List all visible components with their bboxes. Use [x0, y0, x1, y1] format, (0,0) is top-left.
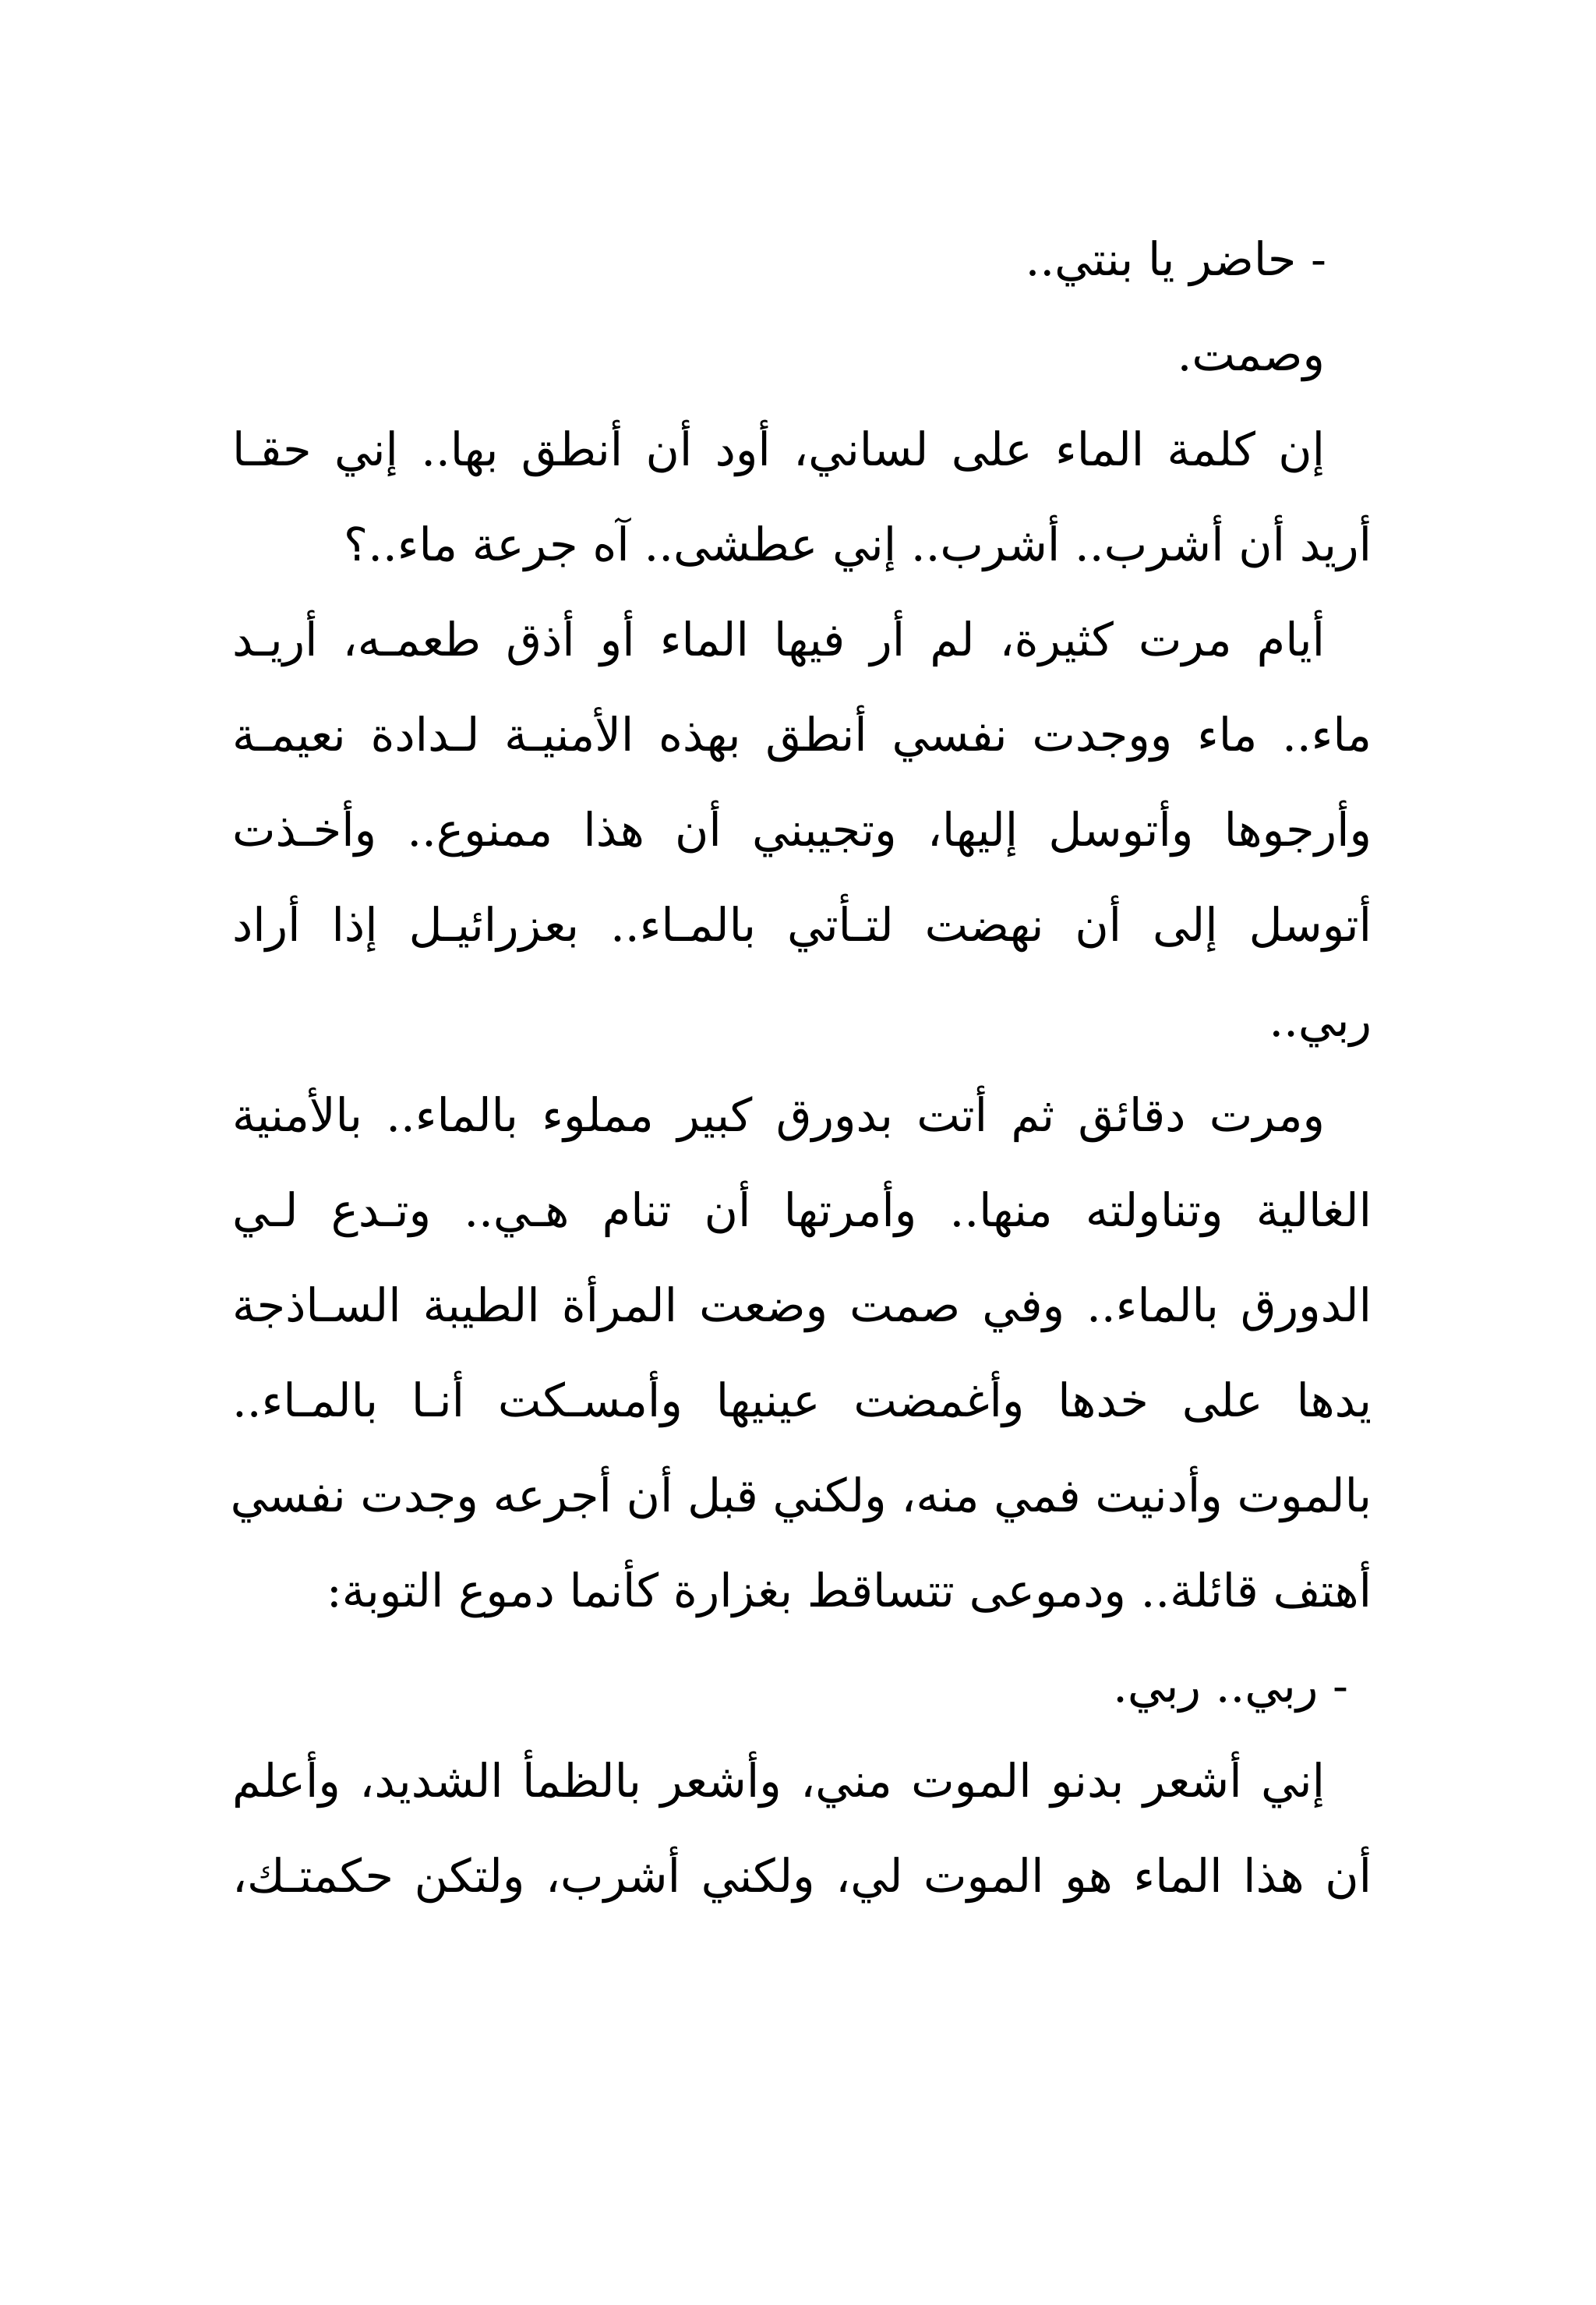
text-line: - حاضر يا بنتي.. — [1025, 232, 1326, 286]
text-line: الدورق بالماء.. وفي صمت وضعت المرأة الطيبة السـاذجة — [232, 1278, 1372, 1332]
text-line: ماء.. ماء ووجدت نفسي أنطق بهذه الأمنيـة لـدادة نعيمـة — [232, 708, 1372, 762]
text-line: وأرجوها وأتوسل إليها، وتجيبني أن هذا ممنوع.. وأخـذت — [232, 803, 1372, 857]
text-line: يدها على خدها وأغمضت عينيها وأمسـكت أنـا بالمـاء.. — [232, 1373, 1372, 1427]
text-line: - ربي.. ربي. — [1113, 1659, 1348, 1713]
text-line: بالموت وأدنيت فمي منه، ولكني قبل أن أجرعه وجدت نفسي — [230, 1469, 1372, 1522]
text-line: وصمت. — [1177, 327, 1325, 381]
text-line: أريد أن أشرب.. أشرب.. إني عطشى.. آه جرعة ماء..؟ — [343, 518, 1372, 571]
text-line: أتوسل إلى أن نهضت لتـأتي بالمـاء.. بعزرائيـل إذا أراد — [232, 898, 1372, 952]
body-text — [232, 212, 1372, 1924]
text-line: الغالية وتناولته منها.. وأمرتها أن تنام هـي.. وتـدع لـي — [232, 1183, 1372, 1237]
text-line: أيام مرت كثيرة، لم أر فيها الماء أو أذق طعمـه، أريـد — [232, 613, 1325, 666]
text-line: ربي.. — [1269, 993, 1372, 1047]
text-line: إن كلمة الماء على لساني، أود أن أنطق بها.. إني حقـا — [232, 422, 1325, 476]
text-line: أن هذا الماء هو الموت لي، ولكني أشرب، ولتكن حكمتـك، — [232, 1849, 1372, 1903]
text-line: إني أشعر بدنو الموت مني، وأشعر بالظمأ الشديد، وأعلم — [232, 1754, 1325, 1808]
text-line: ومرت دقائق ثم أتت بدورق كبير مملوء بالماء.. بالأمنية — [232, 1088, 1325, 1142]
text-line: أهتف قائلة.. ودموعى تتساقط بغزارة كأنما دموع التوبة: — [326, 1564, 1372, 1617]
